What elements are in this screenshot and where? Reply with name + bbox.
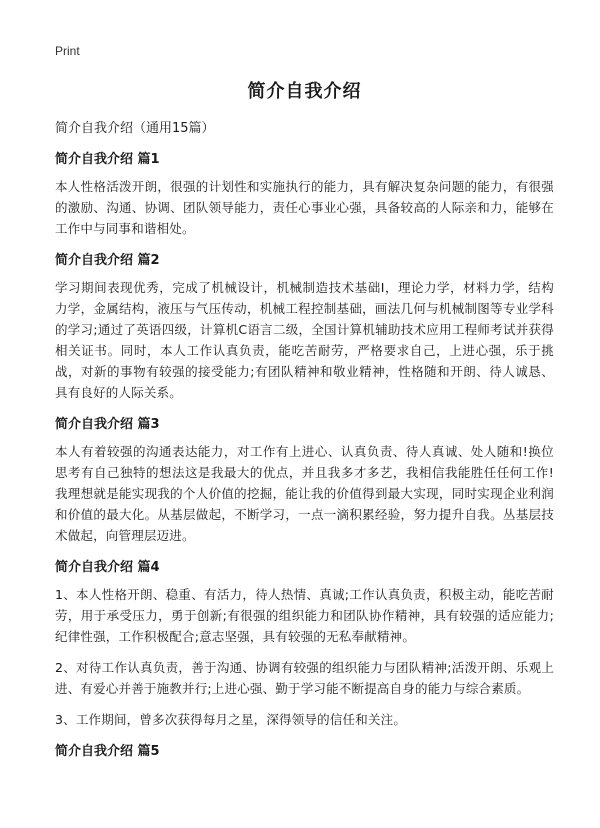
section-heading: 简介自我介绍 篇5 <box>55 744 160 759</box>
section-5 <box>55 740 554 759</box>
section-2 <box>55 249 554 403</box>
page-title: 简介自我介绍 <box>247 81 362 102</box>
section-heading: 简介自我介绍 篇3 <box>55 417 160 432</box>
document-subtitle: 简介自我介绍（通用15篇） <box>55 121 215 136</box>
section-paragraph: 3、工作期间，曾多次获得每月之星，深得领导的信任和关注。 <box>55 712 407 727</box>
section-paragraph: 学习期间表现优秀，完成了机械设计，机械制造技术基础I，理论力学，材料力学，结构力学，金属结构，液压与气压传动，机械工程控制基础，画法几何与机械制图等专业学科的学习;通过了英语四级，计算机C语言二级，全国计算机辅助技术应用工程师考试并获得相关证书。同时，本人工作认真负责，能吃苦耐劳，严格要求自己，上进心强，乐于挑战，对新的事物有较强的接受能力;有团队精神和敬业精神，性格随和开朗、待人诚恳、具有良好的人际关系。 <box>55 280 554 400</box>
section-paragraph: 1、本人性格开朗、稳重、有活力，待人热情、真诚;工作认真负责，积极主动，能吃苦耐劳，用于承受压力，勇于创新;有很强的组织能力和团队协作精神，具有较强的适应能力;纪律性强，工作积极配合;意志坚强，具有较强的无私奉献精神。 <box>55 587 554 644</box>
section-heading: 简介自我介绍 篇4 <box>55 560 160 575</box>
section-3 <box>55 413 554 546</box>
section-heading: 简介自我介绍 篇1 <box>55 152 160 167</box>
section-paragraph: 本人有着较强的沟通表达能力，对工作有上进心、认真负责、待人真诚、处人随和!换位思考有自己独特的想法这是我最大的优点，并且我多才多艺，我相信我能胜任任何工作!我理想就是能实现我的个人价值的挖掘，能让我的价值得到最大实现，同时实现企业利润和价值的最大化。从基层做起，不断学习，一点一滴积累经验，努力提升自我。丛基层技术做起，向管理层迈进。 <box>55 444 554 543</box>
section-1 <box>55 148 554 239</box>
print-label: Print <box>55 44 80 58</box>
section-4 <box>55 556 554 730</box>
section-paragraph: 2、对待工作认真负责，善于沟通、协调有较强的组织能力与团队精神;活泼开朗、乐观上进、有爱心并善于施教并行;上进心强、勤于学习能不断提高自身的能力与综合素质。 <box>55 660 554 696</box>
section-heading: 简介自我介绍 篇2 <box>55 253 160 268</box>
section-paragraph: 本人性格活泼开朗，很强的计划性和实施执行的能力，具有解决复杂问题的能力，有很强的激励、沟通、协调、团队领导能力，责任心事业心强，具备较高的人际亲和力，能够在工作中与同事和谐相处。 <box>55 179 554 236</box>
